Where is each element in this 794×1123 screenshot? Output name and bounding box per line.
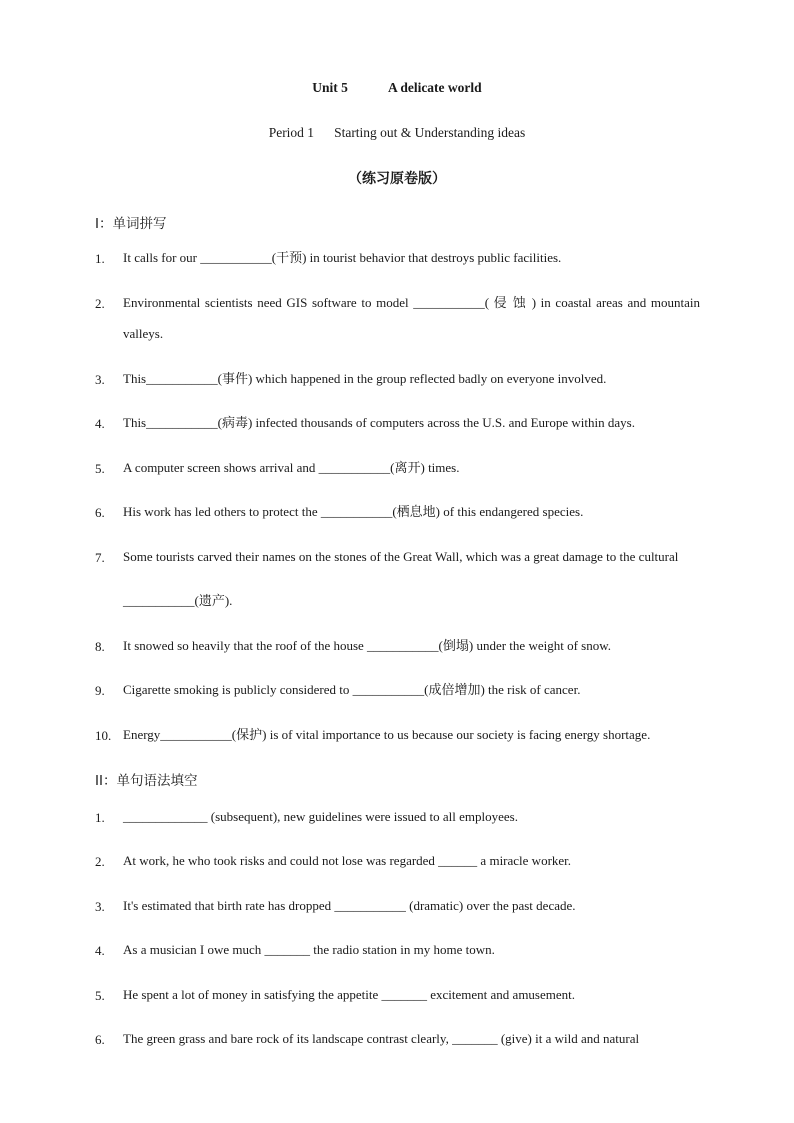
item-number: 8.	[95, 639, 105, 654]
item-number: 1.	[95, 251, 105, 266]
item-number: 4.	[95, 943, 105, 958]
item-text: It's estimated that birth rate has dropped ___________ (dramatic) over the past decade.	[123, 898, 576, 913]
item-text: A computer screen shows arrival and ___________(离开) times.	[123, 460, 460, 475]
item-text: He spent a lot of money in satisfying the appetite _______ excitement and amusement.	[123, 987, 575, 1002]
section-heading-spelling: I：单词拼写	[95, 216, 167, 232]
document-subtitle	[0, 125, 794, 141]
item-text: It snowed so heavily that the roof of the house ___________(倒塌) under the weight of snow.	[123, 638, 612, 653]
period-title: Starting out & Understanding ideas	[334, 125, 526, 140]
item-text: This___________(事件) which happened in the group reflected badly on everyone involved.	[123, 371, 607, 386]
item-number: 2.	[95, 854, 105, 869]
unit-title: A delicate world	[387, 80, 482, 95]
item-number: 5.	[95, 988, 105, 1003]
item-number: 5.	[95, 461, 105, 476]
item-number: 10.	[95, 728, 112, 743]
item-text: Some tourists carved their names on the stones of the Great Wall, which was a great damage to the cultural ___________(遗产).	[123, 549, 679, 608]
period-number: Period 1	[268, 125, 315, 140]
item-number: 4.	[95, 416, 105, 431]
item-number: 2.	[95, 296, 105, 311]
document-title	[0, 80, 794, 96]
item-text: His work has led others to protect the ___________(栖息地) of this endangered species.	[123, 504, 584, 519]
item-number: 6.	[95, 505, 105, 520]
item-text: At work, he who took risks and could not lose was regarded ______ a miracle worker.	[123, 853, 572, 868]
item-text: This___________(病毒) infected thousands of computers across the U.S. and Europe within days.	[123, 415, 635, 430]
item-text: Environmental scientists need GIS software to model ___________( 侵 蚀 ) in coastal areas and mountain valleys.	[123, 295, 700, 341]
section-heading-grammar: II：单句语法填空	[95, 773, 198, 789]
item-number: 7.	[95, 550, 105, 565]
item-text: The green grass and bare rock of its landscape contrast clearly, _______ (give) it a wild and natural	[123, 1031, 640, 1046]
item-text: Cigarette smoking is publicly considered to ___________(成倍增加) the risk of cancer.	[123, 682, 581, 697]
item-number: 3.	[95, 899, 105, 914]
edition-label: （练习原卷版）	[348, 171, 446, 187]
item-text: It calls for our ___________(干预) in tourist behavior that destroys public facilities.	[123, 250, 562, 265]
item-number: 1.	[95, 810, 105, 825]
item-text: Energy___________(保护) is of vital importance to us because our society is facing energy shortage.	[123, 727, 651, 742]
item-number: 9.	[95, 683, 105, 698]
item-number: 6.	[95, 1032, 105, 1047]
item-text: As a musician I owe much _______ the radio station in my home town.	[123, 942, 495, 957]
item-text: _____________ (subsequent), new guidelines were issued to all employees.	[123, 809, 518, 824]
item-number: 3.	[95, 372, 105, 387]
unit-number: Unit 5	[312, 80, 348, 95]
